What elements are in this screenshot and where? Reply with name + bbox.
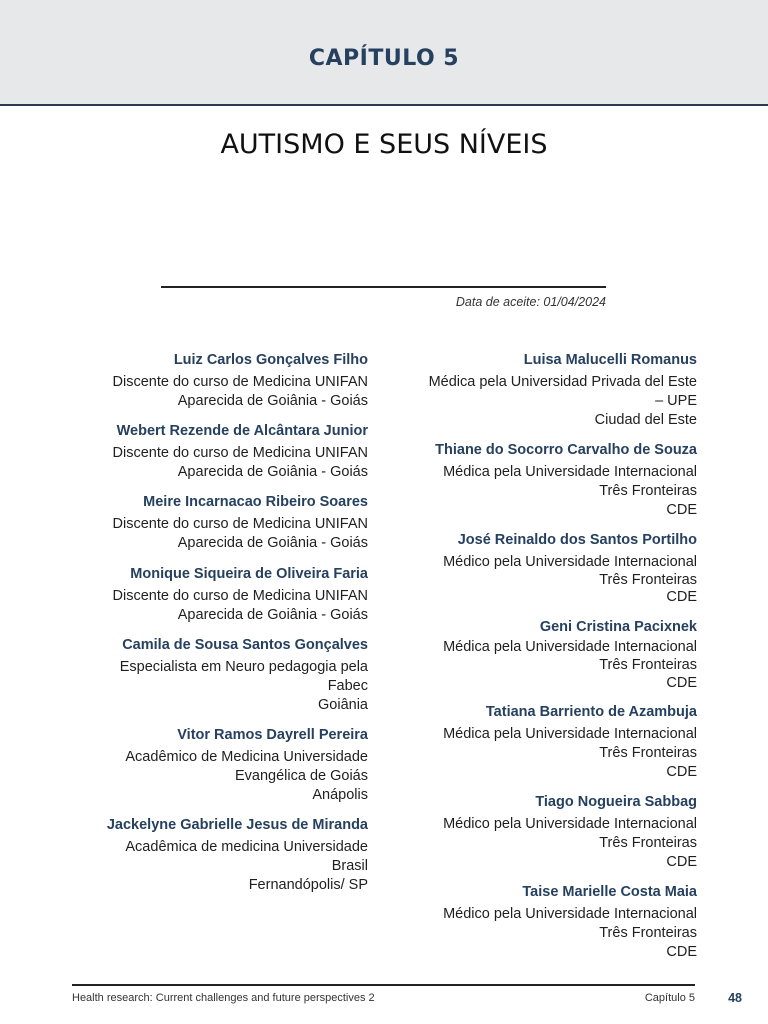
author-block — [377, 441, 697, 520]
author-location: Fernandópolis/ SP — [248, 877, 368, 893]
author-name: Thiane do Socorro Carvalho de Souza — [435, 442, 697, 458]
author-location: CDE — [666, 764, 697, 780]
footer-rule — [72, 984, 695, 986]
author-block — [48, 726, 368, 805]
author-block — [48, 816, 368, 895]
author-location: Goiânia — [318, 697, 368, 713]
chapter-header-band — [0, 0, 768, 106]
author-name: Taise Marielle Costa Maia — [522, 884, 697, 900]
author-location: CDE — [666, 944, 697, 960]
author-affiliation: Discente do curso de Medicina UNIFAN — [112, 445, 368, 461]
author-affiliation: Médica pela Universidade Internacional — [443, 726, 697, 742]
author-location: Aparecida de Goiânia - Goiás — [177, 535, 368, 551]
author-name: Tiago Nogueira Sabbag — [535, 794, 697, 810]
author-affiliation: Discente do curso de Medicina UNIFAN — [112, 374, 368, 390]
acceptance-date: Data de aceite: 01/04/2024 — [455, 295, 606, 309]
author-name: Jackelyne Gabrielle Jesus de Miranda — [106, 817, 368, 833]
author-name: José Reinaldo dos Santos Portilho — [457, 532, 697, 548]
author-affiliation: Três Fronteiras — [599, 745, 697, 761]
chapter-label: CAPÍTULO 5 — [308, 46, 460, 71]
author-location: CDE — [666, 675, 697, 691]
author-affiliation: Especialista em Neuro pedagogia pela — [119, 659, 368, 675]
author-affiliation: Três Fronteiras — [599, 925, 697, 941]
author-block — [377, 618, 697, 693]
author-affiliation: Discente do curso de Medicina UNIFAN — [112, 516, 368, 532]
author-block — [48, 493, 368, 553]
author-location: CDE — [666, 589, 697, 605]
author-block — [48, 565, 368, 625]
author-affiliation: Brasil — [331, 858, 368, 874]
author-location: Aparecida de Goiânia - Goiás — [177, 393, 368, 409]
author-block — [48, 636, 368, 715]
author-affiliation: Discente do curso de Medicina UNIFAN — [112, 588, 368, 604]
author-affiliation: Três Fronteiras — [599, 572, 697, 588]
acceptance-rule — [161, 286, 606, 288]
author-name: Luisa Malucelli Romanus — [523, 352, 697, 368]
author-location: CDE — [666, 854, 697, 870]
author-affiliation: Médica pela Universidade Internacional — [443, 639, 697, 655]
author-affiliation: – UPE — [655, 393, 697, 409]
author-location: CDE — [666, 502, 697, 518]
author-name: Vitor Ramos Dayrell Pereira — [177, 727, 368, 743]
author-affiliation: Médica pela Universidad Privada del Este — [428, 374, 697, 390]
author-affiliation: Três Fronteiras — [599, 657, 697, 673]
author-block — [377, 531, 697, 606]
author-location: Ciudad del Este — [594, 412, 697, 428]
author-affiliation: Médico pela Universidade Internacional — [443, 554, 697, 570]
author-name: Camila de Sousa Santos Gonçalves — [122, 637, 368, 653]
author-name: Meire Incarnacao Ribeiro Soares — [143, 494, 368, 510]
author-affiliation: Três Fronteiras — [599, 835, 697, 851]
author-block — [48, 351, 368, 411]
footer-chapter: Capítulo 5 — [644, 992, 695, 1004]
author-location: Anápolis — [312, 787, 368, 803]
author-name: Monique Siqueira de Oliveira Faria — [130, 566, 368, 582]
author-block — [48, 422, 368, 482]
author-affiliation: Médica pela Universidade Internacional — [443, 464, 697, 480]
author-affiliation: Médico pela Universidade Internacional — [443, 906, 697, 922]
author-name: Luiz Carlos Gonçalves Filho — [173, 352, 368, 368]
author-affiliation: Acadêmico de Medicina Universidade — [125, 749, 368, 765]
author-block — [377, 883, 697, 962]
author-name: Tatiana Barriento de Azambuja — [485, 704, 697, 720]
footer-book-title: Health research: Current challenges and future perspectives 2 — [72, 992, 375, 1004]
author-affiliation: Acadêmica de medicina Universidade — [125, 839, 368, 855]
author-location: Aparecida de Goiânia - Goiás — [177, 464, 368, 480]
author-block — [377, 703, 697, 782]
author-affiliation: Três Fronteiras — [599, 483, 697, 499]
page-number: 48 — [728, 991, 742, 1005]
author-affiliation: Médico pela Universidade Internacional — [443, 816, 697, 832]
author-block — [377, 793, 697, 872]
author-location: Aparecida de Goiânia - Goiás — [177, 607, 368, 623]
author-name: Webert Rezende de Alcântara Junior — [116, 423, 368, 439]
author-affiliation: Evangélica de Goiás — [235, 768, 368, 784]
chapter-title: AUTISMO E SEUS NÍVEIS — [220, 129, 548, 160]
author-block — [377, 351, 697, 430]
author-affiliation: Fabec — [327, 678, 368, 694]
author-name: Geni Cristina Pacixnek — [539, 619, 697, 635]
